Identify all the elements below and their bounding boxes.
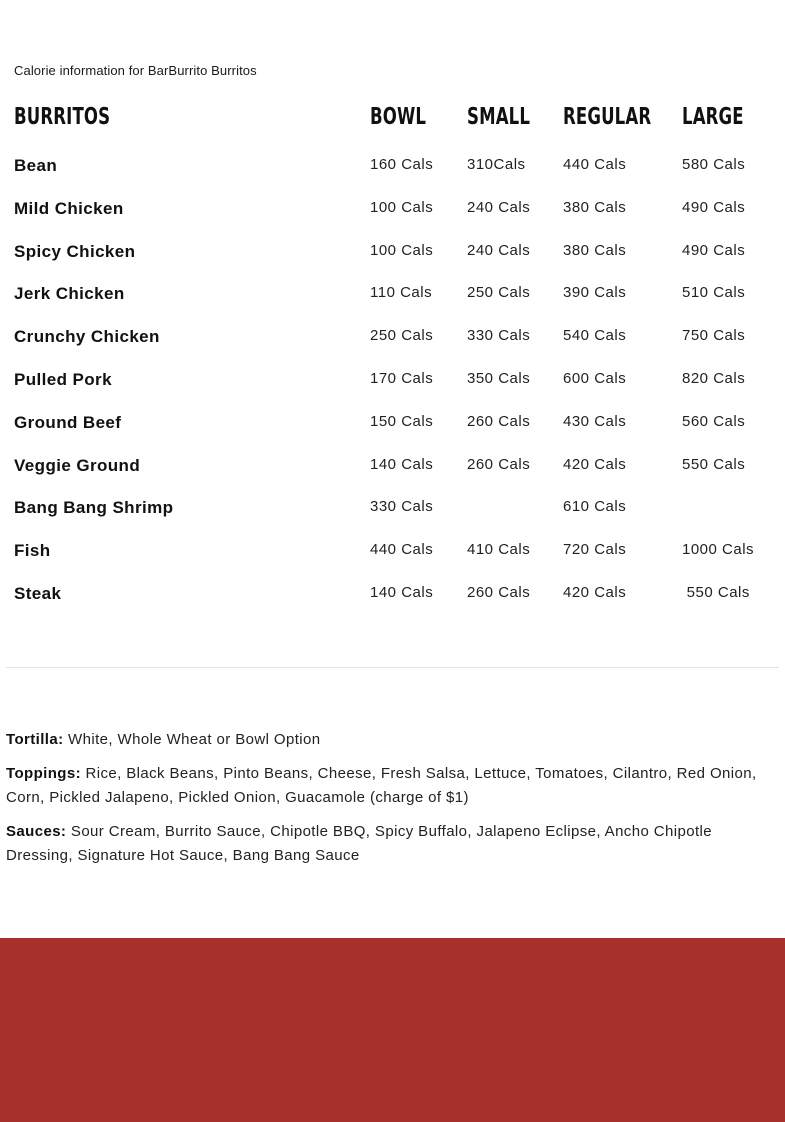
large-calories: 490 Cals [682,198,746,216]
header-small: SMALL [467,104,531,130]
burrito-name: Bang Bang Shrimp [14,498,174,518]
small-calories: 260 Cals [467,584,531,601]
table-row [0,317,785,360]
header-bowl: BOWL [370,104,427,130]
table-row [0,488,785,531]
bowl-calories: 100 Cals [370,241,434,259]
large-calories: 1000 Cals [682,541,755,559]
large-calories: 580 Cals [682,156,746,173]
bowl-calories: 110 Cals [370,284,433,302]
burrito-name: Spicy Chicken [14,241,136,261]
small-calories: 240 Cals [467,241,531,259]
burrito-name: Fish [14,541,51,561]
small-calories: 350 Cals [467,370,531,387]
large-calories: 510 Cals [682,284,746,302]
small-calories: 260 Cals [467,412,531,430]
burrito-name: Veggie Ground [14,455,141,475]
tortilla-text: White, Whole Wheat or Bowl Option [63,731,321,748]
large-calories: 490 Cals [682,241,746,259]
sauces-info [6,820,776,868]
table-row [0,403,785,446]
sauces-label: Sauces: [6,823,67,840]
small-calories: 410 Cals [467,541,531,559]
small-calories: 250 Cals [467,284,531,302]
small-calories: 240 Cals [467,198,531,216]
burrito-name: Steak [14,584,62,603]
large-calories: 560 Cals [682,412,746,430]
regular-calories: 440 Cals [563,156,627,173]
table-row [0,146,785,189]
regular-calories: 600 Cals [563,370,627,387]
bowl-calories: 440 Cals [370,541,434,559]
small-calories: 330 Cals [467,327,531,345]
bowl-calories: 150 Cals [370,412,434,430]
small-calories: 310Cals [467,156,526,173]
tortilla-label: Tortilla: [6,731,64,748]
header-regular: REGULAR [563,104,652,130]
table-row [0,360,785,403]
regular-calories: 610 Cals [563,498,627,516]
large-calories: 820 Cals [682,370,746,387]
table-row [0,189,785,232]
sauces-text: Sour Cream, Burrito Sauce, Chipotle BBQ, Spicy Buffalo, Jalapeno Eclipse, Ancho Chipotle Dressing, Signature Hot Sauce, Bang Bang Sauce [6,823,712,864]
large-calories: 550 Cals [682,455,746,473]
header-large: LARGE [682,104,744,130]
regular-calories: 420 Cals [563,584,627,601]
burrito-name: Mild Chicken [14,198,124,218]
burrito-name: Pulled Pork [14,370,112,389]
table-row [0,446,785,489]
bowl-calories: 160 Cals [370,156,434,173]
toppings-text: Rice, Black Beans, Pinto Beans, Cheese, Fresh Salsa, Lettuce, Tomatoes, Cilantro, Red Onion, Corn, Pickled Jalapeno, Pickled Onion, Guacamole (charge of $1) [6,765,757,806]
table-row [0,274,785,317]
section-divider [6,667,779,668]
regular-calories: 430 Cals [563,412,627,430]
header-burritos: BURRITOS [14,104,111,130]
burrito-name: Jerk Chicken [14,284,125,304]
bowl-calories: 100 Cals [370,198,434,216]
regular-calories: 390 Cals [563,284,627,302]
tortilla-info [6,728,776,752]
table-row [0,574,785,617]
large-calories: 550 Cals [682,584,750,601]
burrito-name: Crunchy Chicken [14,327,160,347]
burrito-name: Bean [14,156,58,175]
bowl-calories: 170 Cals [370,370,434,387]
bowl-calories: 250 Cals [370,327,434,345]
bowl-calories: 140 Cals [370,584,434,601]
regular-calories: 380 Cals [563,241,627,259]
burrito-name: Ground Beef [14,412,122,432]
table-row [0,531,785,574]
bowl-calories: 140 Cals [370,455,434,473]
table-header [0,100,785,134]
toppings-info [6,762,776,810]
large-calories: 750 Cals [682,327,746,345]
footer-band [0,938,785,1122]
regular-calories: 720 Cals [563,541,627,559]
bowl-calories: 330 Cals [370,498,434,516]
table-row [0,232,785,275]
regular-calories: 420 Cals [563,455,627,473]
toppings-label: Toppings: [6,765,81,782]
regular-calories: 380 Cals [563,198,627,216]
calorie-caption: Calorie information for BarBurrito Burritos [14,63,257,78]
small-calories: 260 Cals [467,455,531,473]
regular-calories: 540 Cals [563,327,627,345]
